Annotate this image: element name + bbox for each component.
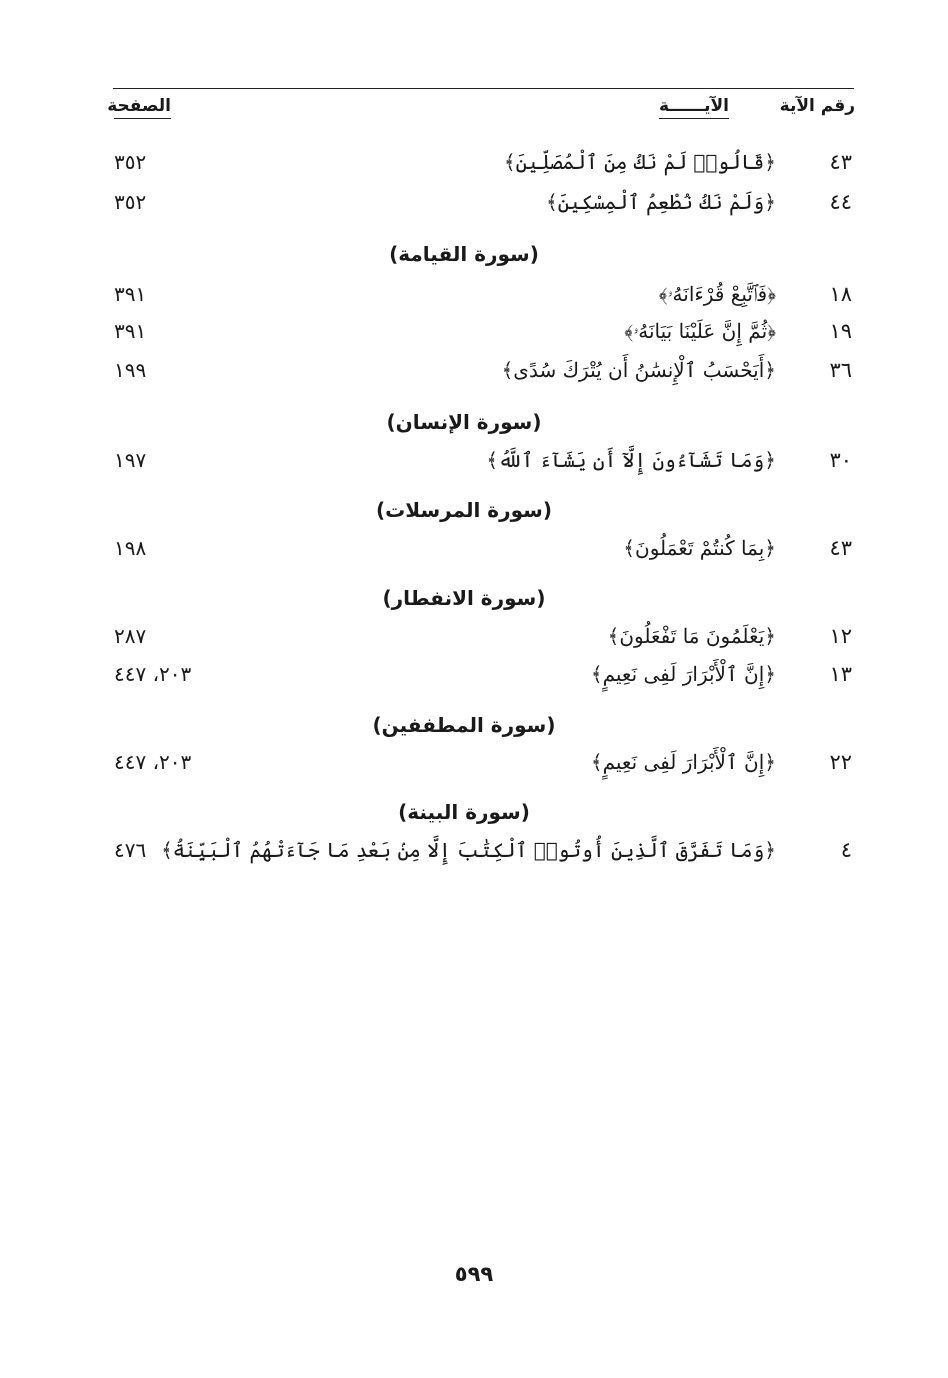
- page-reference: [114, 352, 334, 388]
- surah-title: (سورة المرسلات): [376, 498, 552, 522]
- ayah-number: ١٣: [829, 662, 852, 686]
- surah-heading: [0, 492, 948, 528]
- verse-row: [0, 184, 948, 220]
- page-reference: [114, 744, 334, 780]
- header-ayah-number: رقم الآية: [779, 96, 855, 116]
- ayah-text: ﴿ثُمَّ إِنَّ عَلَيْنَا بَيَانَهُۥ﴾: [624, 319, 776, 343]
- ayah-text: ﴿إِنَّ ٱلْأَبْرَارَ لَفِى نَعِيمٍ﴾: [590, 750, 776, 774]
- ayah-number: ٢٢: [829, 750, 852, 774]
- top-rule: [113, 88, 854, 89]
- ayah-text: ﴿وَمَا تَفَرَّقَ ٱلَّذِينَ أُوتُوا۟ ٱلْكِتَٰبَ إِلَّا مِنۢ بَعْدِ مَا جَآءَتْهُمُ ٱلْبَيِّنَةُ﴾: [161, 838, 776, 862]
- header-ayah: الآيــــــة: [659, 96, 729, 119]
- verse-row: [0, 744, 948, 780]
- verse-row: [0, 442, 948, 478]
- verse-row: [0, 832, 948, 868]
- surah-heading: [0, 707, 948, 743]
- surah-title: (سورة البينة): [398, 800, 530, 824]
- ayah-text: ﴿وَمَا تَشَآءُونَ إِلَّآ أَن يَشَآءَ ٱللَّهُ﴾: [486, 448, 776, 472]
- ayah-text: ﴿بِمَا كُنتُمْ تَعْمَلُونَ﴾: [623, 536, 776, 560]
- ayah-text: ﴿إِنَّ ٱلْأَبْرَارَ لَفِى نَعِيمٍ﴾: [590, 662, 776, 686]
- verse-row: [0, 352, 948, 388]
- page-reference-value: ٣٩١: [114, 282, 147, 306]
- ayah-text: ﴿يَعْلَمُونَ مَا تَفْعَلُونَ﴾: [607, 624, 776, 648]
- page-reference: [114, 618, 334, 654]
- page-reference-value: ٢٠٣، ٤٤٧: [114, 750, 192, 774]
- page-reference: [114, 276, 334, 312]
- verse-row: [0, 656, 948, 692]
- page-reference-value: ٤٧٦: [114, 838, 147, 862]
- page-reference-value: ٣٥٢: [114, 190, 147, 214]
- page-reference: [114, 832, 334, 868]
- surah-title: (سورة المطففين): [372, 713, 556, 737]
- surah-heading: [0, 236, 948, 272]
- surah-heading: [0, 404, 948, 440]
- page-reference-value: ٣٥٢: [114, 150, 147, 174]
- ayah-number: ١٨: [829, 282, 852, 306]
- verse-row: [0, 618, 948, 654]
- surah-heading: [0, 794, 948, 830]
- verse-row: [0, 530, 948, 566]
- ayah-number: ١٢: [829, 624, 852, 648]
- page-reference-value: ٢٠٣، ٤٤٧: [114, 662, 192, 686]
- ayah-number: ٣٦: [829, 358, 852, 382]
- ayah-text: ﴿أَيَحْسَبُ ٱلْإِنسَٰنُ أَن يُتْرَكَ سُدًى﴾: [501, 358, 776, 382]
- ayah-text: ﴿فَٱتَّبِعْ قُرْءَانَهُۥ﴾: [658, 282, 776, 306]
- page-reference: [114, 530, 334, 566]
- ayah-number: ١٩: [829, 319, 852, 343]
- page-reference: [114, 442, 334, 478]
- ayah-text: ﴿قَالُوا۟ لَمْ نَكُ مِنَ ٱلْمُصَلِّينَ﴾: [503, 150, 776, 174]
- page-reference: [114, 313, 334, 349]
- ayah-number: ٤٤: [829, 190, 852, 214]
- page-reference-value: ١٩٩: [114, 358, 147, 382]
- ayah-number: ٤: [840, 838, 852, 862]
- page-reference: [114, 656, 334, 692]
- page-reference: [114, 144, 334, 180]
- verse-row: [0, 276, 948, 312]
- surah-title: (سورة القيامة): [389, 242, 539, 266]
- verse-row: [0, 313, 948, 349]
- surah-title: (سورة الإنسان): [386, 410, 542, 434]
- verse-row: [0, 144, 948, 180]
- ayah-number: ٤٣: [829, 150, 852, 174]
- surah-title: (سورة الانفطار): [382, 586, 546, 610]
- surah-heading: [0, 580, 948, 616]
- page-reference-value: ٣٩١: [114, 319, 147, 343]
- page-number: ٥٩٩: [454, 1262, 494, 1286]
- ayah-number: ٤٣: [829, 536, 852, 560]
- page-reference: [114, 184, 334, 220]
- page-reference-value: ١٩٨: [114, 536, 147, 560]
- header-page: الصفحة: [114, 96, 171, 119]
- page-reference-value: ١٩٧: [114, 448, 147, 472]
- ayah-text: ﴿وَلَمْ نَكُ نُطْعِمُ ٱلْمِسْكِينَ﴾: [545, 190, 776, 214]
- page-reference-value: ٢٨٧: [114, 624, 147, 648]
- ayah-number: ٣٠: [829, 448, 852, 472]
